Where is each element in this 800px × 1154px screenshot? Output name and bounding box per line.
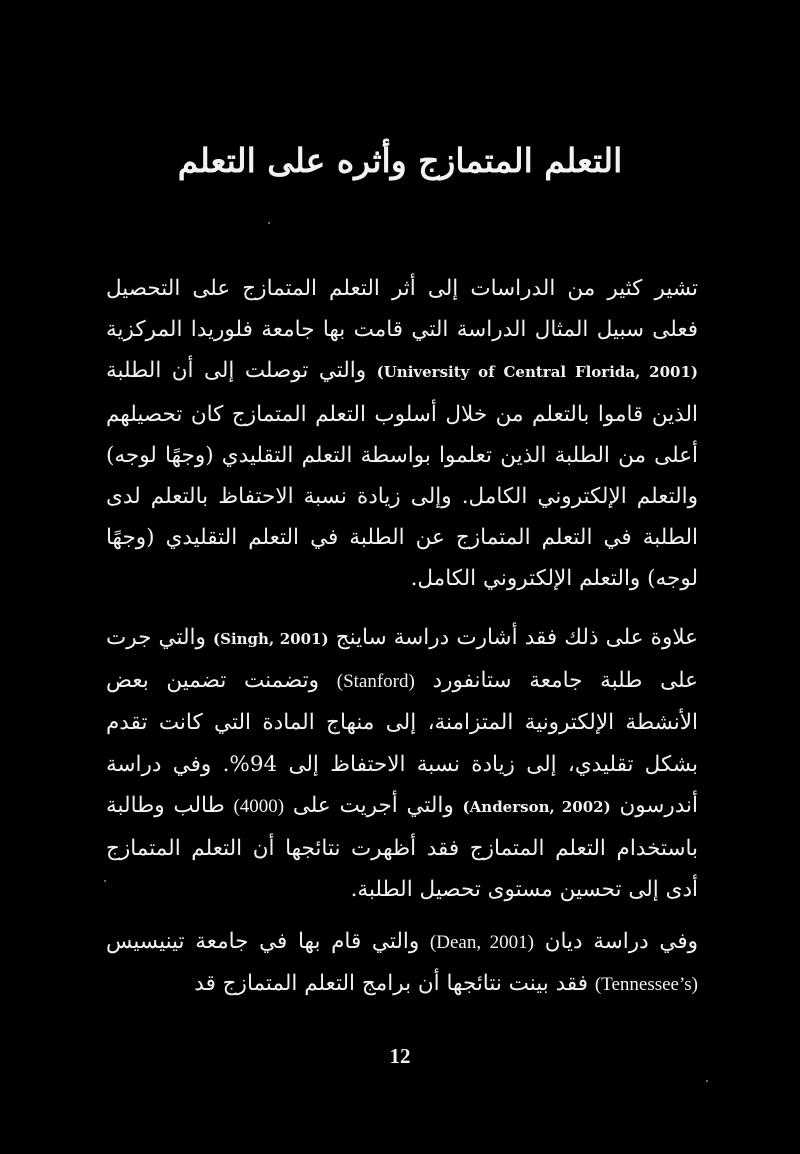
student-count: (4000) [233,795,285,817]
paragraph-3 [106,921,698,1005]
paragraph-1-text-b: والتي توصلت إلى أن الطلبة الذين قاموا بالتعلم من خلال أسلوب التعلم المتمازج كان تحصيلهم أعلى من الطلبة الذين تعلموا بواسطة التعلم التقليدي (وجهًا لوجه) والتعلم الإلكتروني الكامل. وإلى زيادة نسبة الاحتفاظ بالتعلم لدى الطلبة في التعلم المتمازج عن الطلبة في التعلم التقليدي (وجهًا لوجه) والتعلم الإلكتروني الكامل. [106,358,698,592]
scan-speck [268,222,270,224]
paragraph-1-text-a: تشير كثير من الدراسات إلى أثر التعلم المتمازج على التحصيل فعلى سبيل المثال الدراسة التي قامت بها جامعة فلوريدا المركزية [106,276,698,343]
paragraph-3-text-c: فقد بينت نتائجها أن برامج التعلم المتمازج قد [194,971,589,997]
citation-stanford: (Stanford) [336,671,415,693]
page-number: 12 [389,1044,411,1068]
paragraph-2-text-a: علاوة على ذلك فقد أشارت دراسة ساينج [335,625,698,650]
paragraph-1 [106,268,698,600]
paragraph-2-text-b: والتي جرت على طلبة جامعة ستانفورد [106,625,698,694]
citation-tennessee: (Tennessee’s) [594,974,698,996]
citation-dean: (Dean, 2001) [429,932,535,953]
scan-speck [706,1080,708,1082]
paragraph-2-text-d: والتي أجريت على [292,792,454,818]
page-title: التعلم المتمازج وأثره على التعلم [177,141,623,180]
paragraph-2-text-e: طالب وطالبة باستخدام التعلم المتمازج فقد أظهرت نتائجها أن التعلم المتمازج أدى إلى تحسين مستوى تحصيل الطلبة. [106,792,698,903]
citation-anderson: (Anderson, 2002) [462,797,611,816]
citation-singh: (Singh, 2001) [213,630,329,648]
paragraph-2-text-c: وتضمنت تضمين بعض الأنشطة الإلكترونية المتزامنة، إلى منهاج المادة التي كانت تقدم بشكل تقليدي، إلى زيادة نسبة الاحتفاظ إلى 94%. وفي دراسة أندرسون [106,668,699,818]
scan-speck [104,880,106,882]
paragraph-3-text-a: وفي دراسة ديان [544,929,698,954]
citation-ucf: (University of Central Florida, 2001) [376,363,698,382]
paragraph-2 [106,617,698,910]
paragraph-3-text-b: والتي قام بها في جامعة تينيسيس [106,929,420,954]
